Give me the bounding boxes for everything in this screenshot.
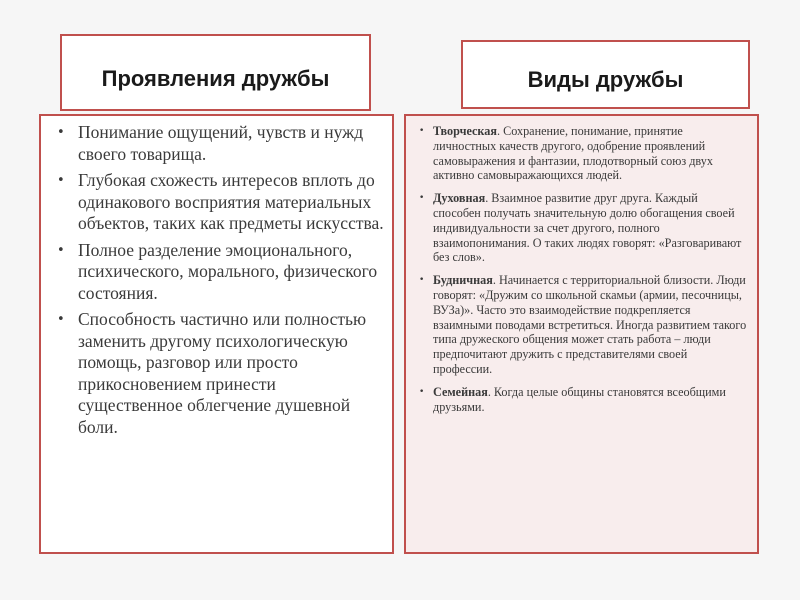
bullet-icon: • — [419, 193, 425, 204]
friendship-type-item — [419, 124, 747, 183]
list-item-text: Способность частично или полностью заменить другому психологическую помощь, разговор или просто прикосновением принести существенное облегчение душевной боли. — [78, 309, 367, 437]
right-header-title: Виды дружбы — [527, 67, 684, 92]
list-item-text: Понимание ощущений, чувств и нужд своего товарища. — [78, 122, 364, 164]
list-item-text: Глубокая схожесть интересов вплоть до одинакового восприятия материальных объектов, таких как предметы искусства. — [78, 170, 384, 233]
friendship-type-description: . Сохранение, понимание, принятие личностных качеств другого, одобрение проявлений самовыражения и фантазии, плодотворный союз двух активно самовыражающихся людей. — [433, 124, 713, 183]
bullet-icon: • — [57, 312, 65, 327]
list-item — [57, 122, 384, 165]
right-header-box — [461, 40, 750, 109]
friendship-type-term: Духовная — [433, 191, 486, 206]
friendship-type-item — [419, 191, 747, 265]
bullet-icon: • — [57, 125, 65, 140]
friendship-type-description: . Взаимное развитие друг друга. Каждый способен получать значительную долю обогащения своей индивидуальности за счет другого, полного взаимопонимания. О таких людях говорят: «Разговаривают без слов». — [433, 191, 742, 265]
friendship-type-item — [419, 385, 747, 415]
friendship-type-description: . Начинается с территориальной близости. Люди говорят: «Дружим со школьной скамьи (армии, песочницы, ВУЗа)». Часто это взаимодействие подкрепляется взаимными поводами встретиться. Иногда развитием такого типа дружеского общения может стать работа – люди предпочитают дружить с представителями своей профессии. — [433, 273, 747, 376]
friendship-type-term: Творческая — [433, 124, 497, 138]
friendship-type-term: Семейная — [433, 384, 488, 399]
bullet-icon: • — [419, 386, 425, 397]
right-bullet-list — [419, 124, 747, 422]
left-bullet-list — [57, 122, 384, 443]
list-item — [57, 240, 384, 305]
left-content-panel — [39, 114, 394, 554]
right-content-panel — [404, 114, 759, 554]
left-header-title: Проявления дружбы — [101, 66, 330, 91]
friendship-type-item — [419, 273, 747, 377]
bullet-icon: • — [57, 173, 65, 188]
list-item — [57, 309, 384, 438]
friendship-type-term: Будничная — [433, 273, 493, 288]
left-header-box — [60, 34, 371, 111]
bullet-icon: • — [419, 126, 425, 136]
bullet-icon: • — [57, 242, 65, 258]
list-item — [57, 170, 384, 235]
bullet-icon: • — [419, 275, 425, 286]
list-item-text: Полное разделение эмоционального, психического, морального, физического состояния. — [78, 239, 378, 303]
friendship-type-description: . Когда целые общины становятся всеобщими друзьями. — [433, 384, 726, 414]
